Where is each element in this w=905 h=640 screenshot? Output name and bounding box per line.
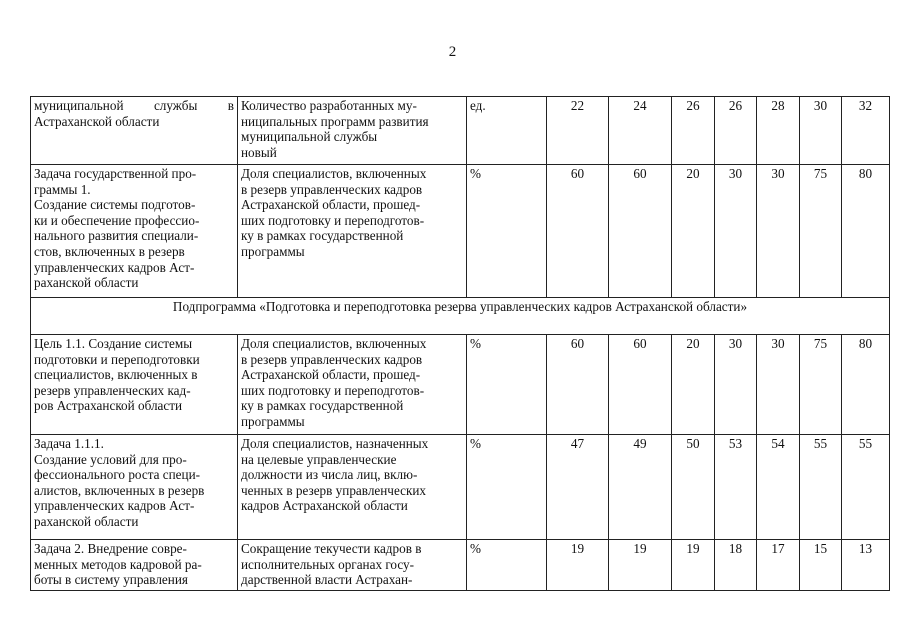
value-cell: 75	[800, 165, 842, 298]
table-row	[31, 435, 890, 540]
value-cell: 26	[672, 97, 715, 165]
value-cell: 30	[800, 97, 842, 165]
value-cell: 50	[672, 435, 715, 540]
value-cell: 19	[609, 540, 672, 591]
value-cell: 53	[715, 435, 757, 540]
value-cell: 20	[672, 165, 715, 298]
indicators-table	[30, 96, 890, 591]
value-cell: 80	[842, 335, 890, 435]
value-cell: 60	[609, 335, 672, 435]
unit-cell: %	[467, 435, 547, 540]
value-cell: 60	[547, 165, 609, 298]
value-cell: 28	[757, 97, 800, 165]
value-cell: 55	[842, 435, 890, 540]
value-cell: 55	[800, 435, 842, 540]
value-cell: 24	[609, 97, 672, 165]
goal-cell: Задача 2. Внедрение совре- менных методов кадровой ра- боты в систему управления	[31, 540, 238, 591]
value-cell: 20	[672, 335, 715, 435]
value-cell: 19	[547, 540, 609, 591]
subprogram-title: Подпрограмма «Подготовка и переподготовка резерва управленческих кадров Астраханской области»	[31, 298, 890, 335]
value-cell: 18	[715, 540, 757, 591]
table-row	[31, 540, 890, 591]
value-cell: 60	[547, 335, 609, 435]
goal-cell: Задача государственной про- граммы 1. Создание системы подготов- ки и обеспечение профессио- нального развития специали- стов, включенных в резерв управленческих кадров Аст- раханской области	[31, 165, 238, 298]
indicator-cell: Количество разработанных му- ниципальных программ развития муниципальной службы новый	[238, 97, 467, 165]
value-cell: 75	[800, 335, 842, 435]
value-cell: 49	[609, 435, 672, 540]
unit-cell: %	[467, 165, 547, 298]
value-cell: 54	[757, 435, 800, 540]
value-cell: 30	[757, 165, 800, 298]
unit-cell: ед.	[467, 97, 547, 165]
value-cell: 32	[842, 97, 890, 165]
value-cell: 30	[715, 335, 757, 435]
value-cell: 22	[547, 97, 609, 165]
value-cell: 15	[800, 540, 842, 591]
value-cell: 80	[842, 165, 890, 298]
indicator-cell: Доля специалистов, назначенных на целевые управленческие должности из числа лиц, вклю- ченных в резерв управленческих кадров Астраханской области	[238, 435, 467, 540]
indicator-cell: Сокращение текучести кадров в исполнительных органах госу- дарственной власти Астрахан-	[238, 540, 467, 591]
goal-cell: Цель 1.1. Создание системы подготовки и переподготовки специалистов, включенных в резерв управленческих кад- ров Астраханской области	[31, 335, 238, 435]
goal-cell: муниципальной службы в Астраханской области	[31, 97, 238, 165]
value-cell: 30	[715, 165, 757, 298]
unit-cell: %	[467, 540, 547, 591]
value-cell: 19	[672, 540, 715, 591]
subprogram-row	[31, 298, 890, 335]
value-cell: 26	[715, 97, 757, 165]
value-cell: 47	[547, 435, 609, 540]
value-cell: 60	[609, 165, 672, 298]
goal-cell: Задача 1.1.1. Создание условий для про- фессионального роста специ- алистов, включенных в резерв управленческих кадров Аст- раханской области	[31, 435, 238, 540]
indicator-cell: Доля специалистов, включенных в резерв управленческих кадров Астраханской области, прошед- ших подготовку и переподготов- ку в рамках государственной программы	[238, 165, 467, 298]
table-row	[31, 165, 890, 298]
value-cell: 17	[757, 540, 800, 591]
unit-cell: %	[467, 335, 547, 435]
table-row	[31, 97, 890, 165]
table-row	[31, 335, 890, 435]
indicator-cell: Доля специалистов, включенных в резерв управленческих кадров Астраханской области, прошед- ших подготовку и переподготов- ку в рамках государственной программы	[238, 335, 467, 435]
value-cell: 13	[842, 540, 890, 591]
value-cell: 30	[757, 335, 800, 435]
page-number: 2	[448, 44, 457, 60]
